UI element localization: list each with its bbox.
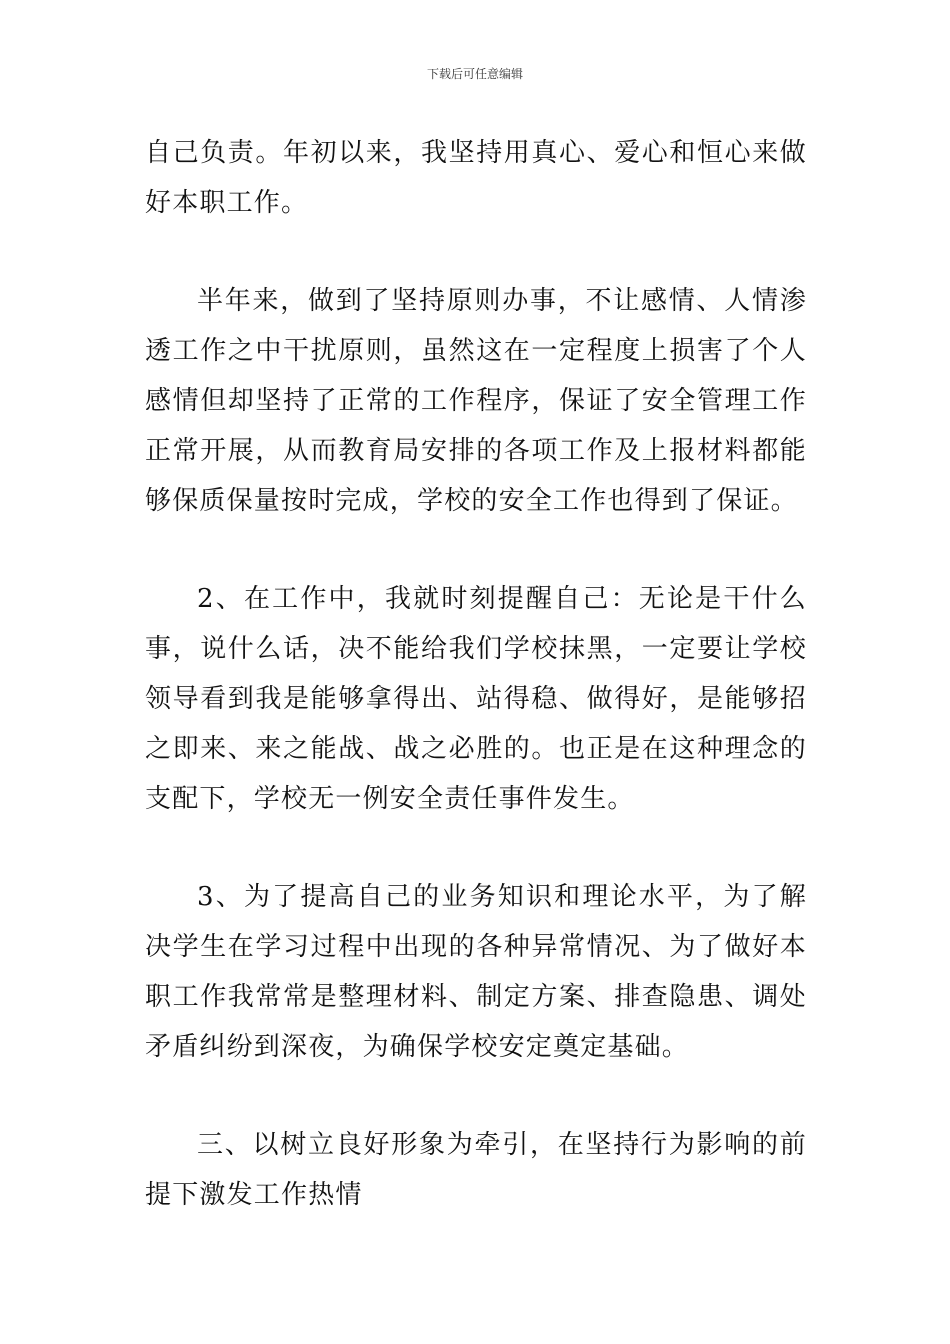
paragraph-3: 2、在工作中，我就时刻提醒自己：无论是干什么事，说什么话，决不能给我们学校抹黑，一定要让学校领导看到我是能够拿得出、站得稳、做得好，是能够招之即来、来之能战、战之必胜的。也正是在这种理念的支配下，学校无一例安全责任事件发生。: [145, 584, 807, 814]
section-heading: 三、以树立良好形象为牵引，在坚持行为影响的前提下激发工作热情: [145, 1130, 807, 1210]
document-body: [145, 128, 807, 1220]
page-header-note: 下载后可任意编辑: [426, 67, 523, 81]
paragraph-gap: [145, 228, 807, 276]
paragraph-1: 自己负责。年初以来，我坚持用真心、爱心和恒心来做好本职工作。: [145, 138, 807, 218]
paragraph-gap: [145, 824, 807, 872]
paragraph-gap: [145, 1072, 807, 1120]
paragraph-4: 3、为了提高自己的业务知识和理论水平，为了解决学生在学习过程中出现的各种异常情况、为了做好本职工作我常常是整理材料、制定方案、排查隐患、调处矛盾纠纷到深夜，为确保学校安定奠定基础。: [145, 882, 807, 1062]
paragraph-2: 半年来，做到了坚持原则办事，不让感情、人情渗透工作之中干扰原则，虽然这在一定程度上损害了个人感情但却坚持了正常的工作程序，保证了安全管理工作正常开展，从而教育局安排的各项工作及上报材料都能够保质保量按时完成，学校的安全工作也得到了保证。: [145, 286, 807, 516]
paragraph-gap: [145, 526, 807, 574]
